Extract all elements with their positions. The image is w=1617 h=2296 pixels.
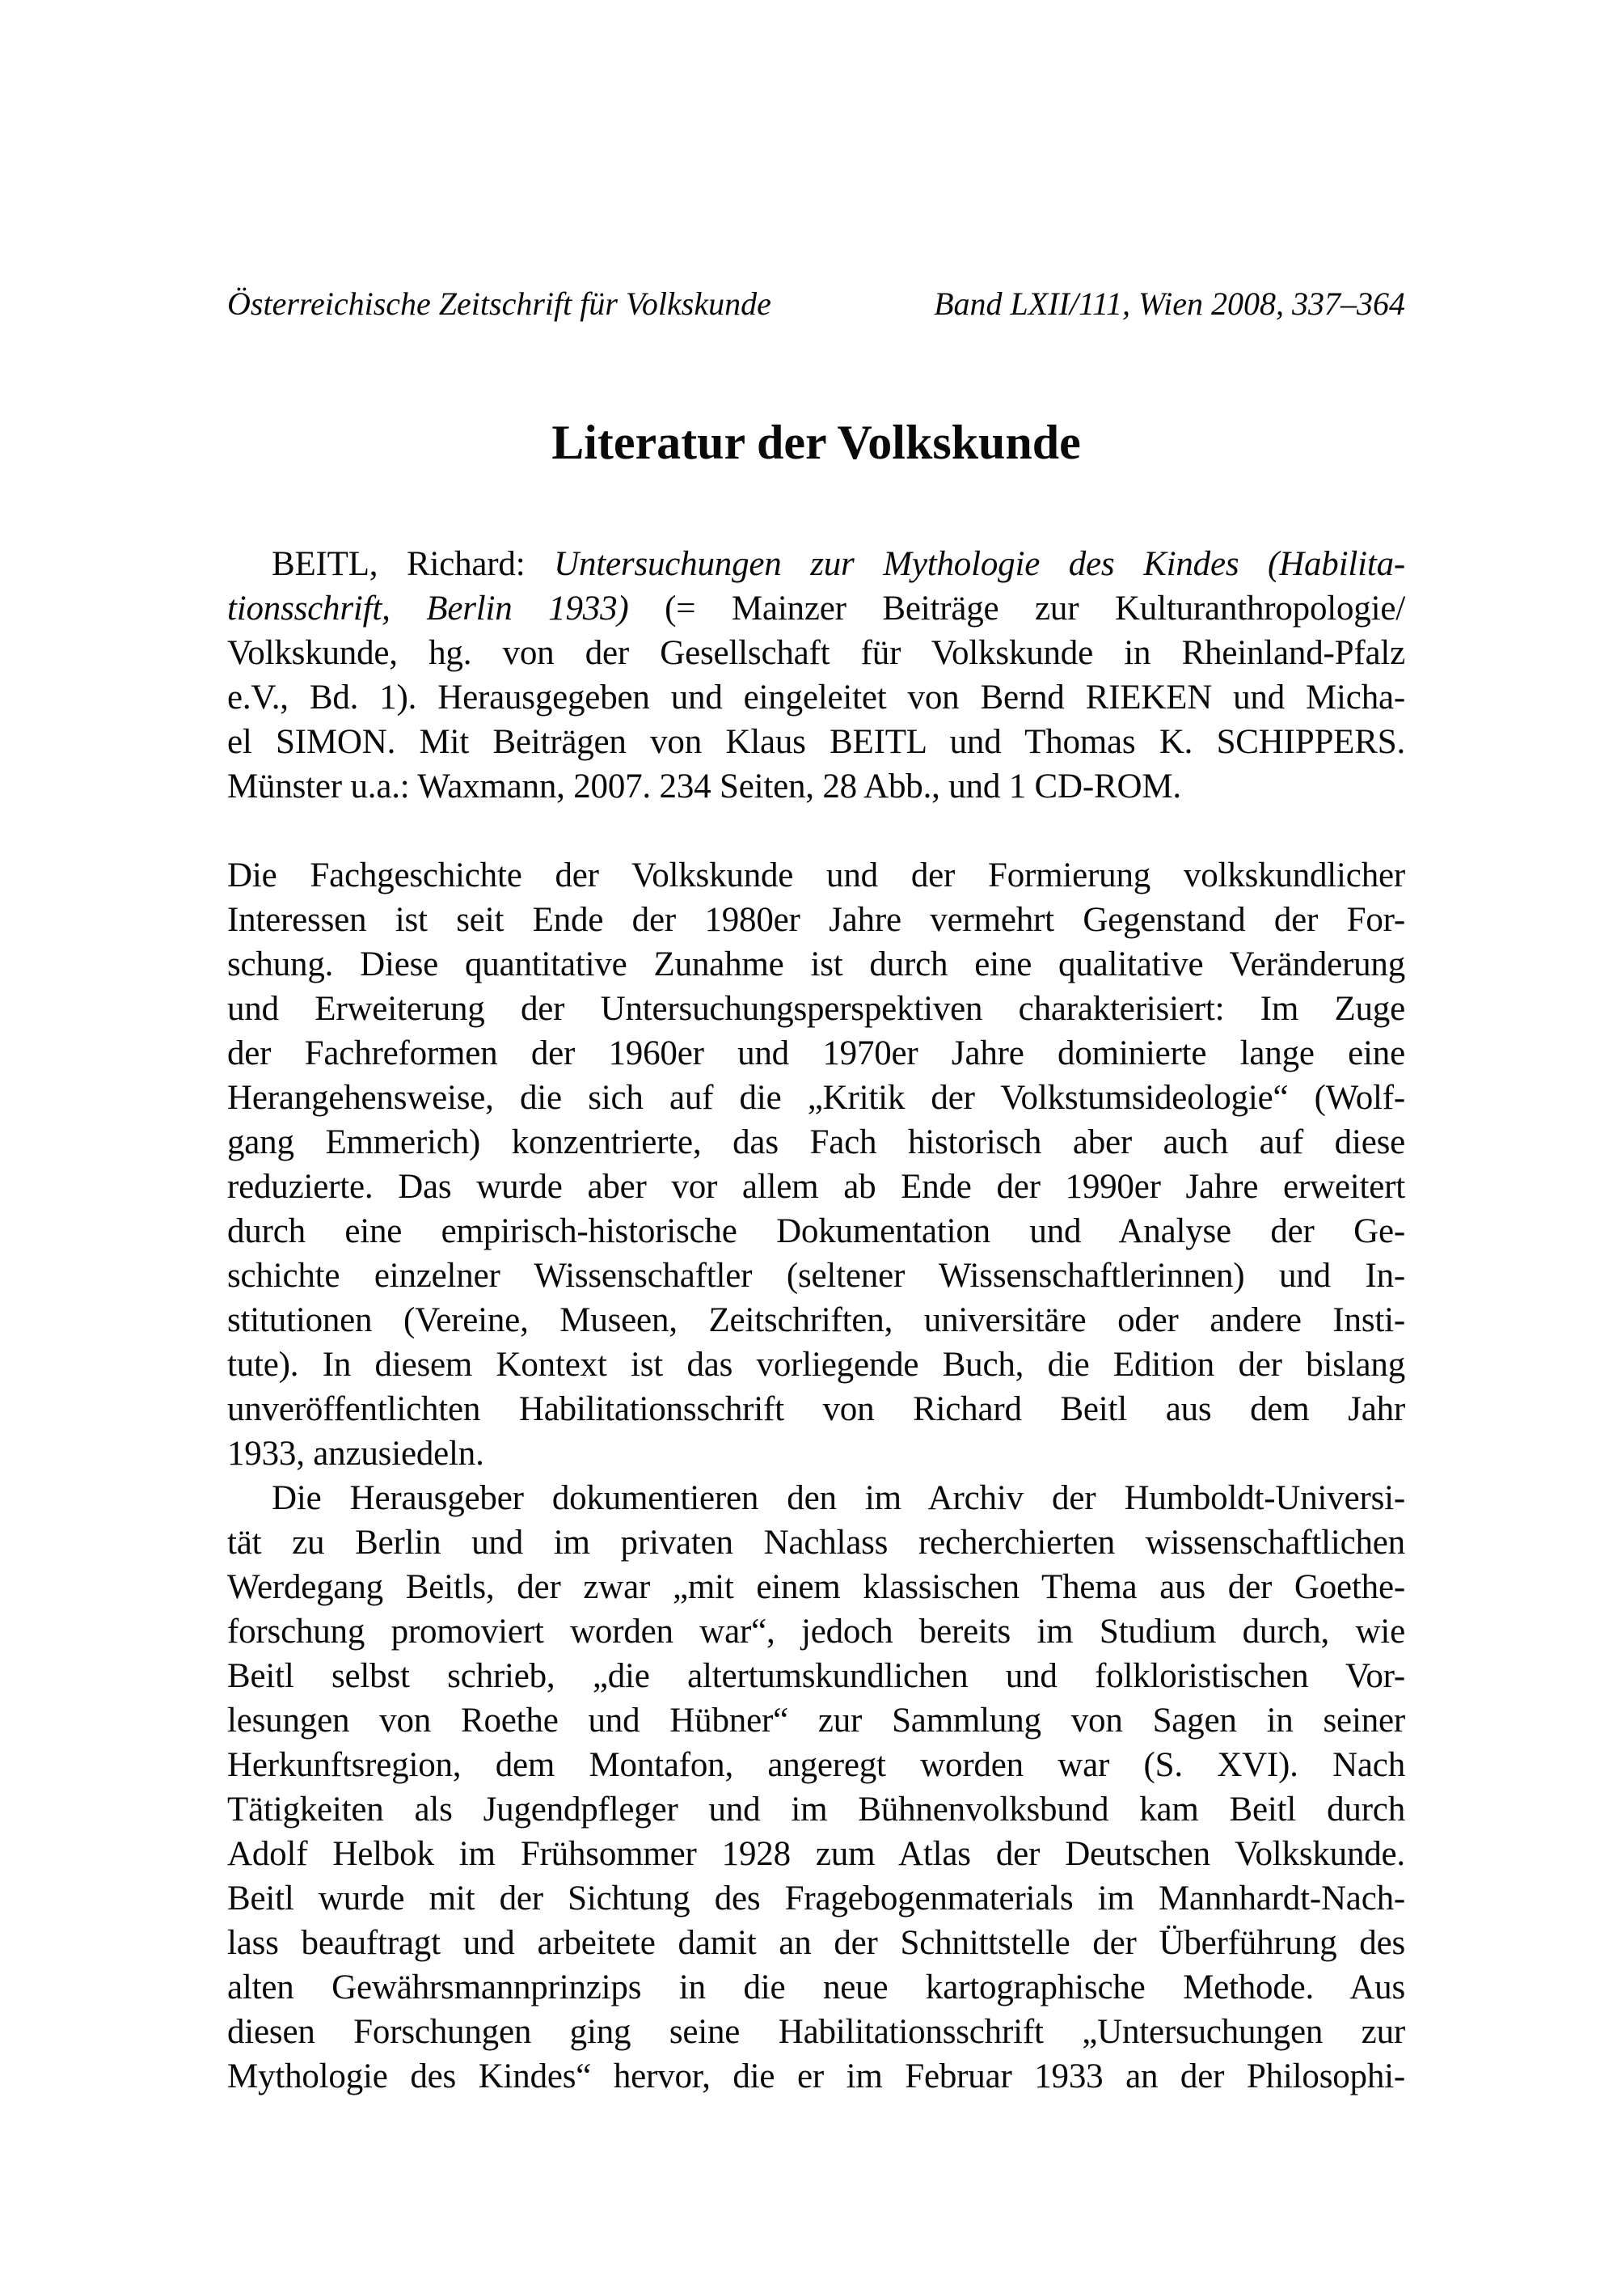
text-segment: lass beauftragt und arbeitete damit an der Schnittstelle der Überführung des <box>227 1924 1405 1962</box>
text-segment: el SIMON. Mit Beiträgen von Klaus BEITL und Thomas K. SCHIPPERS. <box>227 723 1405 761</box>
text-segment: Mythologie des Kindes“ hervor, die er im Februar 1933 an der Philosophi- <box>227 2057 1405 2095</box>
text-segment: BEITL, Richard: <box>272 545 555 583</box>
text-segment: forschung promoviert worden war“, jedoch bereits im Studium durch, wie <box>227 1613 1405 1651</box>
text-segment-italic: tionsschrift, Berlin 1933) <box>227 590 629 628</box>
text-segment: Herangehensweise, die sich auf die „Kritik der Volkstumsideologie“ (Wolf- <box>227 1079 1405 1117</box>
text-segment-italic: Untersuchungen zur Mythologie des Kindes (Habilita- <box>554 545 1405 583</box>
text-line <box>227 1120 1405 1165</box>
text-segment: stitutionen (Vereine, Museen, Zeitschriften, universitäre oder andere Insti- <box>227 1301 1405 1339</box>
text-segment: reduzierte. Das wurde aber vor allem ab Ende der 1990er Jahre erweitert <box>227 1168 1405 1206</box>
text-segment: Werdegang Beitls, der zwar „mit einem klassischen Thema aus der Goethe- <box>227 1568 1405 1606</box>
text-line <box>227 1520 1405 1565</box>
text-segment: Münster u.a.: Waxmann, 2007. 234 Seiten, 28 Abb., und 1 CD-ROM. <box>227 767 1181 806</box>
text-line <box>227 1965 1405 2010</box>
text-line <box>227 1565 1405 1609</box>
text-segment: der Fachreformen der 1960er und 1970er Jahre dominierte lange eine <box>227 1034 1405 1072</box>
text-line <box>227 1254 1405 1298</box>
text-line <box>227 764 1405 809</box>
journal-name: Österreichische Zeitschrift für Volkskunde <box>227 285 771 322</box>
text-line <box>227 1743 1405 1787</box>
text-segment: Adolf Helbok im Frühsommer 1928 zum Atlas der Deutschen Volkskunde. <box>227 1835 1405 1873</box>
text-line <box>227 1654 1405 1698</box>
text-segment: Herkunftsregion, dem Montafon, angeregt worden war (S. XVI). Nach <box>227 1746 1405 1784</box>
page-title: Literatur der Volkskunde <box>551 416 1081 469</box>
text-line <box>227 720 1405 764</box>
text-segment: e.V., Bd. 1). Herausgegeben und eingeleitet von Bernd RIEKEN und Micha- <box>227 679 1405 717</box>
text-line <box>227 942 1405 987</box>
text-segment: Die Fachgeschichte der Volkskunde und der Formierung volkskundlicher <box>227 856 1405 894</box>
text-line <box>227 1076 1405 1120</box>
text-line <box>227 1431 1405 1476</box>
review-paragraph-2 <box>227 1476 1405 2099</box>
volume-info: Band LXII/111, Wien 2008, 337–364 <box>934 285 1405 322</box>
text-line <box>227 2010 1405 2054</box>
text-line <box>227 1165 1405 1209</box>
bibliography-entry <box>227 542 1405 809</box>
text-segment: durch eine empirisch-historische Dokumentation und Analyse der Ge- <box>227 1212 1405 1250</box>
text-line <box>227 631 1405 675</box>
text-segment: lesungen von Roethe und Hübner“ zur Sammlung von Sagen in seiner <box>227 1702 1405 1740</box>
text-line <box>227 542 1405 586</box>
text-line <box>227 586 1405 631</box>
text-line <box>227 675 1405 720</box>
text-line <box>227 1031 1405 1076</box>
text-segment: 1933, anzusiedeln. <box>227 1435 484 1473</box>
body-text <box>227 542 1405 2099</box>
text-segment: Tätigkeiten als Jugendpfleger und im Bühnenvolksbund kam Beitl durch <box>227 1791 1405 1829</box>
page-header <box>227 286 1405 322</box>
text-segment: gang Emmerich) konzentrierte, das Fach historisch aber auch auf diese <box>227 1123 1405 1161</box>
text-segment: schung. Diese quantitative Zunahme ist durch eine qualitative Veränderung <box>227 945 1405 983</box>
text-segment: (= Mainzer Beiträge zur Kulturanthropologie/ <box>628 590 1405 628</box>
text-line <box>227 1209 1405 1254</box>
text-segment: Die Herausgeber dokumentieren den im Archiv der Humboldt-Universi- <box>272 1479 1405 1517</box>
text-segment: schichte einzelner Wissenschaftler (seltener Wissenschaftlerinnen) und In- <box>227 1257 1405 1295</box>
text-line <box>227 898 1405 942</box>
text-segment: tute). In diesem Kontext ist das vorliegende Buch, die Edition der bislang <box>227 1346 1405 1384</box>
text-line <box>227 853 1405 898</box>
text-segment: Volkskunde, hg. von der Gesellschaft für Volkskunde in Rheinland-Pfalz <box>227 634 1405 672</box>
text-line <box>227 1876 1405 1921</box>
text-line <box>227 987 1405 1031</box>
text-segment: Beitl wurde mit der Sichtung des Fragebogenmaterials im Mannhardt-Nach- <box>227 1880 1405 1918</box>
text-line <box>227 1476 1405 1520</box>
text-segment: diesen Forschungen ging seine Habilitationsschrift „Untersuchungen zur <box>227 2013 1405 2051</box>
text-line <box>227 1298 1405 1343</box>
text-segment: Beitl selbst schrieb, „die altertumskundlichen und folkloristischen Vor- <box>227 1657 1405 1695</box>
text-line <box>227 1832 1405 1876</box>
text-line <box>227 2054 1405 2099</box>
review-paragraph-1 <box>227 853 1405 1476</box>
text-segment: tät zu Berlin und im privaten Nachlass recherchierten wissenschaftlichen <box>227 1524 1405 1562</box>
text-segment: alten Gewährsmannprinzips in die neue kartographische Methode. Aus <box>227 1968 1405 2006</box>
text-line <box>227 1387 1405 1431</box>
text-segment: unveröffentlichten Habilitationsschrift von Richard Beitl aus dem Jahr <box>227 1390 1405 1428</box>
text-segment: Interessen ist seit Ende der 1980er Jahre vermehrt Gegenstand der For- <box>227 901 1405 939</box>
text-line <box>227 1921 1405 1965</box>
text-line <box>227 1787 1405 1832</box>
text-line <box>227 1343 1405 1387</box>
text-segment: und Erweiterung der Untersuchungsperspektiven charakterisiert: Im Zuge <box>227 990 1405 1028</box>
text-line <box>227 1698 1405 1743</box>
text-line <box>227 1609 1405 1654</box>
